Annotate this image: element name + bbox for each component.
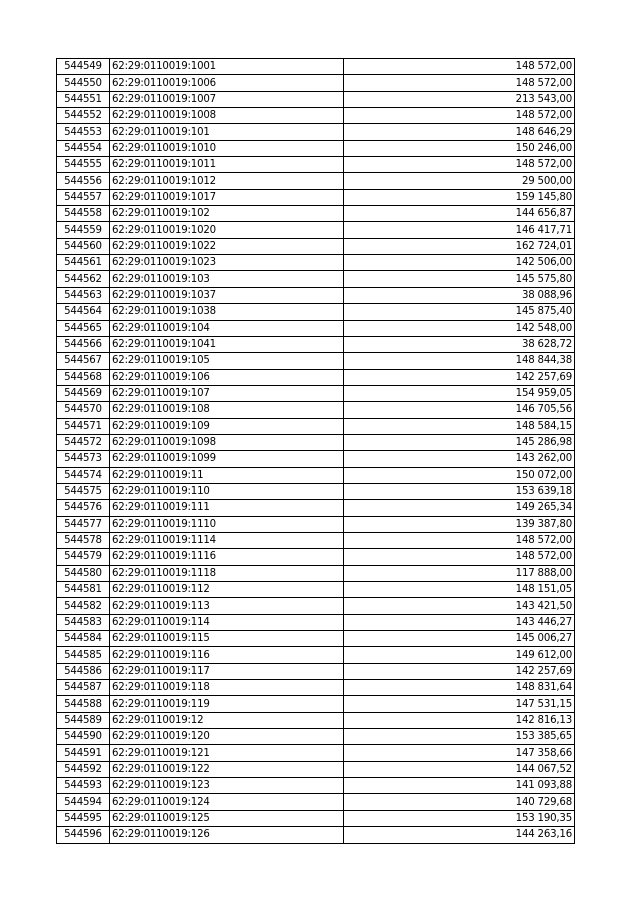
row-id-cell: 544588 <box>57 696 110 712</box>
row-id-cell: 544552 <box>57 108 110 124</box>
cadastral-value-cell: 144 067,52 <box>344 761 575 777</box>
row-id-cell: 544592 <box>57 761 110 777</box>
cadastral-value-cell: 146 417,71 <box>344 222 575 238</box>
row-id-cell: 544575 <box>57 483 110 499</box>
row-id-cell: 544565 <box>57 320 110 336</box>
row-id-cell: 544583 <box>57 614 110 630</box>
cadastral-number-cell: 62:29:0110019:107 <box>110 385 344 401</box>
cadastral-value-cell: 159 145,80 <box>344 189 575 205</box>
cadastral-number-cell: 62:29:0110019:1006 <box>110 75 344 91</box>
table-row <box>57 582 575 598</box>
row-id-cell: 544549 <box>57 59 110 75</box>
row-id-cell: 544564 <box>57 304 110 320</box>
row-id-cell: 544562 <box>57 271 110 287</box>
cadastral-value-cell: 141 093,88 <box>344 778 575 794</box>
row-id-cell: 544558 <box>57 206 110 222</box>
cadastral-number-cell: 62:29:0110019:12 <box>110 712 344 728</box>
row-id-cell: 544568 <box>57 369 110 385</box>
cadastral-value-cell: 147 531,15 <box>344 696 575 712</box>
row-id-cell: 544582 <box>57 598 110 614</box>
cadastral-value-cell: 29 500,00 <box>344 173 575 189</box>
cadastral-number-cell: 62:29:0110019:1037 <box>110 287 344 303</box>
cadastral-number-cell: 62:29:0110019:1098 <box>110 434 344 450</box>
cadastral-value-cell: 148 831,64 <box>344 680 575 696</box>
cadastral-number-cell: 62:29:0110019:11 <box>110 467 344 483</box>
cadastral-value-cell: 144 656,87 <box>344 206 575 222</box>
cadastral-number-cell: 62:29:0110019:109 <box>110 418 344 434</box>
table-row <box>57 157 575 173</box>
table-row <box>57 434 575 450</box>
table-row <box>57 516 575 532</box>
cadastral-number-cell: 62:29:0110019:101 <box>110 124 344 140</box>
cadastral-value-cell: 148 572,00 <box>344 59 575 75</box>
cadastral-value-cell: 142 548,00 <box>344 320 575 336</box>
cadastral-number-cell: 62:29:0110019:1116 <box>110 549 344 565</box>
row-id-cell: 544586 <box>57 663 110 679</box>
cadastral-value-cell: 140 729,68 <box>344 794 575 810</box>
table-row <box>57 402 575 418</box>
table-row <box>57 532 575 548</box>
row-id-cell: 544581 <box>57 582 110 598</box>
row-id-cell: 544580 <box>57 565 110 581</box>
cadastral-number-cell: 62:29:0110019:120 <box>110 729 344 745</box>
cadastral-value-cell: 148 572,00 <box>344 157 575 173</box>
cadastral-value-cell: 150 246,00 <box>344 140 575 156</box>
cadastral-value-cell: 148 844,38 <box>344 353 575 369</box>
cadastral-value-cell: 38 088,96 <box>344 287 575 303</box>
table-row <box>57 173 575 189</box>
row-id-cell: 544574 <box>57 467 110 483</box>
row-id-cell: 544551 <box>57 91 110 107</box>
cadastral-value-cell: 148 646,29 <box>344 124 575 140</box>
cadastral-number-cell: 62:29:0110019:119 <box>110 696 344 712</box>
cadastral-number-cell: 62:29:0110019:1007 <box>110 91 344 107</box>
row-id-cell: 544567 <box>57 353 110 369</box>
cadastral-number-cell: 62:29:0110019:126 <box>110 827 344 843</box>
cadastral-value-cell: 153 190,35 <box>344 810 575 826</box>
row-id-cell: 544557 <box>57 189 110 205</box>
cadastral-number-cell: 62:29:0110019:1110 <box>110 516 344 532</box>
cadastral-value-cell: 142 506,00 <box>344 255 575 271</box>
cadastral-value-cell: 144 263,16 <box>344 827 575 843</box>
cadastral-value-cell: 148 572,00 <box>344 532 575 548</box>
row-id-cell: 544587 <box>57 680 110 696</box>
cadastral-number-cell: 62:29:0110019:1020 <box>110 222 344 238</box>
row-id-cell: 544555 <box>57 157 110 173</box>
cadastral-value-cell: 145 575,80 <box>344 271 575 287</box>
table-row <box>57 75 575 91</box>
cadastral-number-cell: 62:29:0110019:108 <box>110 402 344 418</box>
table-row <box>57 353 575 369</box>
cadastral-number-cell: 62:29:0110019:1041 <box>110 336 344 352</box>
row-id-cell: 544590 <box>57 729 110 745</box>
table-row <box>57 222 575 238</box>
table-row <box>57 810 575 826</box>
row-id-cell: 544594 <box>57 794 110 810</box>
cadastral-number-cell: 62:29:0110019:115 <box>110 631 344 647</box>
table-row <box>57 663 575 679</box>
cadastral-number-cell: 62:29:0110019:112 <box>110 582 344 598</box>
cadastral-value-cell: 153 385,65 <box>344 729 575 745</box>
table-row <box>57 255 575 271</box>
row-id-cell: 544577 <box>57 516 110 532</box>
table-row <box>57 189 575 205</box>
cadastral-value-cell: 149 612,00 <box>344 647 575 663</box>
cadastral-number-cell: 62:29:0110019:106 <box>110 369 344 385</box>
cadastral-value-cell: 117 888,00 <box>344 565 575 581</box>
row-id-cell: 544595 <box>57 810 110 826</box>
cadastral-number-cell: 62:29:0110019:1022 <box>110 238 344 254</box>
cadastral-value-cell: 145 875,40 <box>344 304 575 320</box>
table-row <box>57 565 575 581</box>
table-row <box>57 761 575 777</box>
cadastral-number-cell: 62:29:0110019:1099 <box>110 451 344 467</box>
table-row <box>57 745 575 761</box>
table-row <box>57 238 575 254</box>
cadastral-number-cell: 62:29:0110019:122 <box>110 761 344 777</box>
table-row <box>57 696 575 712</box>
cadastral-number-cell: 62:29:0110019:1038 <box>110 304 344 320</box>
cadastral-number-cell: 62:29:0110019:103 <box>110 271 344 287</box>
table-row <box>57 59 575 75</box>
row-id-cell: 544578 <box>57 532 110 548</box>
cadastral-number-cell: 62:29:0110019:116 <box>110 647 344 663</box>
cadastral-number-cell: 62:29:0110019:1017 <box>110 189 344 205</box>
cadastral-value-cell: 148 572,00 <box>344 549 575 565</box>
row-id-cell: 544554 <box>57 140 110 156</box>
cadastral-number-cell: 62:29:0110019:118 <box>110 680 344 696</box>
cadastral-number-cell: 62:29:0110019:125 <box>110 810 344 826</box>
table-row <box>57 778 575 794</box>
cadastral-number-cell: 62:29:0110019:124 <box>110 794 344 810</box>
table-row <box>57 680 575 696</box>
cadastral-value-cell: 153 639,18 <box>344 483 575 499</box>
table-row <box>57 206 575 222</box>
cadastral-number-cell: 62:29:0110019:113 <box>110 598 344 614</box>
cadastral-number-cell: 62:29:0110019:1118 <box>110 565 344 581</box>
table-row <box>57 647 575 663</box>
cadastral-value-cell: 142 257,69 <box>344 369 575 385</box>
cadastral-value-cell: 142 816,13 <box>344 712 575 728</box>
cadastral-value-cell: 143 262,00 <box>344 451 575 467</box>
row-id-cell: 544563 <box>57 287 110 303</box>
cadastral-number-cell: 62:29:0110019:117 <box>110 663 344 679</box>
row-id-cell: 544584 <box>57 631 110 647</box>
cadastral-number-cell: 62:29:0110019:110 <box>110 483 344 499</box>
row-id-cell: 544596 <box>57 827 110 843</box>
table-row <box>57 271 575 287</box>
table-row <box>57 304 575 320</box>
cadastral-value-cell: 145 286,98 <box>344 434 575 450</box>
cadastral-number-cell: 62:29:0110019:1008 <box>110 108 344 124</box>
table-row <box>57 320 575 336</box>
row-id-cell: 544591 <box>57 745 110 761</box>
cadastral-value-cell: 145 006,27 <box>344 631 575 647</box>
row-id-cell: 544572 <box>57 434 110 450</box>
cadastral-value-cell: 154 959,05 <box>344 385 575 401</box>
row-id-cell: 544571 <box>57 418 110 434</box>
cadastral-number-cell: 62:29:0110019:121 <box>110 745 344 761</box>
cadastral-number-cell: 62:29:0110019:123 <box>110 778 344 794</box>
cadastral-value-cell: 142 257,69 <box>344 663 575 679</box>
cadastral-number-cell: 62:29:0110019:111 <box>110 500 344 516</box>
row-id-cell: 544566 <box>57 336 110 352</box>
row-id-cell: 544579 <box>57 549 110 565</box>
cadastral-value-cell: 162 724,01 <box>344 238 575 254</box>
table-row <box>57 91 575 107</box>
cadastral-value-cell: 148 584,15 <box>344 418 575 434</box>
cadastral-value-cell: 139 387,80 <box>344 516 575 532</box>
table-row <box>57 467 575 483</box>
cadastral-value-cell: 147 358,66 <box>344 745 575 761</box>
row-id-cell: 544559 <box>57 222 110 238</box>
table-row <box>57 729 575 745</box>
table-row <box>57 369 575 385</box>
row-id-cell: 544593 <box>57 778 110 794</box>
cadastral-number-cell: 62:29:0110019:1011 <box>110 157 344 173</box>
table-row <box>57 827 575 843</box>
table-row <box>57 483 575 499</box>
table-row <box>57 385 575 401</box>
cadastral-value-cell: 148 572,00 <box>344 75 575 91</box>
row-id-cell: 544576 <box>57 500 110 516</box>
cadastral-number-cell: 62:29:0110019:105 <box>110 353 344 369</box>
cadastral-value-cell: 149 265,34 <box>344 500 575 516</box>
row-id-cell: 544589 <box>57 712 110 728</box>
table-row <box>57 108 575 124</box>
row-id-cell: 544553 <box>57 124 110 140</box>
row-id-cell: 544573 <box>57 451 110 467</box>
cadastral-number-cell: 62:29:0110019:1012 <box>110 173 344 189</box>
table-row <box>57 140 575 156</box>
row-id-cell: 544585 <box>57 647 110 663</box>
cadastral-number-cell: 62:29:0110019:114 <box>110 614 344 630</box>
cadastral-value-cell: 38 628,72 <box>344 336 575 352</box>
row-id-cell: 544556 <box>57 173 110 189</box>
cadastral-value-cell: 150 072,00 <box>344 467 575 483</box>
table-row <box>57 794 575 810</box>
table-row <box>57 418 575 434</box>
table-row <box>57 500 575 516</box>
table-body <box>57 59 575 844</box>
row-id-cell: 544560 <box>57 238 110 254</box>
cadastral-number-cell: 62:29:0110019:1010 <box>110 140 344 156</box>
cadastral-number-cell: 62:29:0110019:104 <box>110 320 344 336</box>
cadastral-value-cell: 146 705,56 <box>344 402 575 418</box>
row-id-cell: 544550 <box>57 75 110 91</box>
row-id-cell: 544569 <box>57 385 110 401</box>
cadastral-number-cell: 62:29:0110019:1023 <box>110 255 344 271</box>
cadastral-number-cell: 62:29:0110019:102 <box>110 206 344 222</box>
table-row <box>57 631 575 647</box>
document-page <box>56 58 575 844</box>
table-row <box>57 287 575 303</box>
table-row <box>57 124 575 140</box>
row-id-cell: 544561 <box>57 255 110 271</box>
table-row <box>57 712 575 728</box>
cadastral-value-cell: 143 421,50 <box>344 598 575 614</box>
table-row <box>57 598 575 614</box>
table-row <box>57 451 575 467</box>
table-row <box>57 336 575 352</box>
cadastral-value-cell: 148 572,00 <box>344 108 575 124</box>
cadastral-number-cell: 62:29:0110019:1114 <box>110 532 344 548</box>
cadastral-value-cell: 143 446,27 <box>344 614 575 630</box>
cadastral-number-cell: 62:29:0110019:1001 <box>110 59 344 75</box>
table-row <box>57 549 575 565</box>
table-row <box>57 614 575 630</box>
cadastral-value-cell: 213 543,00 <box>344 91 575 107</box>
row-id-cell: 544570 <box>57 402 110 418</box>
cadastral-value-table <box>56 58 575 844</box>
cadastral-value-cell: 148 151,05 <box>344 582 575 598</box>
